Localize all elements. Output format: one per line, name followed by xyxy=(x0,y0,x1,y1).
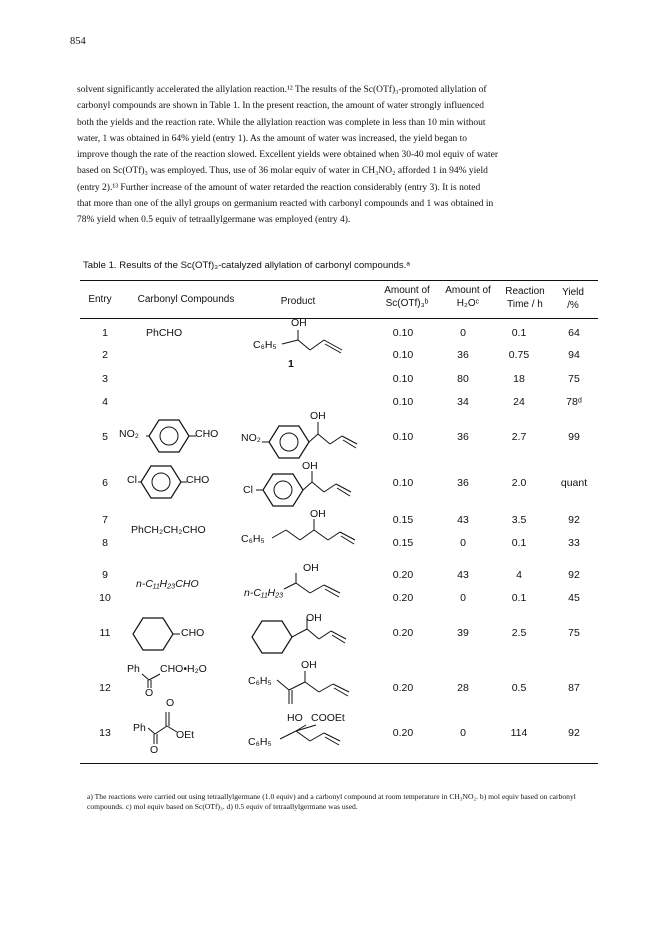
undecyl-label: n-C₁₁H₂₃ xyxy=(244,587,284,599)
yield-cell: 87 xyxy=(568,682,580,694)
entry-cell: 1 xyxy=(102,327,108,339)
body-line: water, 1 was obtained in 64% yield (entry 1). As the amount of water was increased, the yield began to xyxy=(77,133,468,144)
nitrophenyl-product-structure xyxy=(262,418,362,462)
ethoxy-label: OEt xyxy=(176,729,195,741)
table-caption: Table 1. Results of the Sc(OTf)₃-catalyzed allylation of carbonyl compounds.ᵃ xyxy=(83,260,410,271)
body-line: that more than one of the allyl groups on germanium reacted with carbonyl compounds and 1 was obtained in xyxy=(77,199,494,210)
time-cell: 114 xyxy=(510,727,528,739)
water-cell: 80 xyxy=(457,373,469,385)
reactant-hydrocinnamaldehyde: PhCH₂CH₂CHO xyxy=(131,524,206,536)
phenyl-label: Ph xyxy=(127,663,140,675)
time-cell: 0.5 xyxy=(511,682,527,694)
yield-cell: 75 xyxy=(568,373,580,385)
benzene-ring-structure xyxy=(146,416,200,456)
phenyl-label: C₆H₅ xyxy=(248,736,272,748)
compound-number-label: 1 xyxy=(288,358,294,370)
time-cell: 3.5 xyxy=(511,514,527,526)
sc-cell: 0.15 xyxy=(392,514,414,526)
yield-cell: quant xyxy=(560,477,588,489)
water-cell: 28 xyxy=(457,682,469,694)
header-reaction-time: Reaction Time / h xyxy=(505,286,545,310)
oxygen-label: O xyxy=(145,687,154,699)
nitro-label: NO₂ xyxy=(241,432,261,444)
entry-cell: 9 xyxy=(102,569,108,581)
water-cell: 39 xyxy=(457,627,469,639)
header-carbonyl: Carbonyl Compounds xyxy=(137,294,235,305)
sc-cell: 0.10 xyxy=(392,477,414,489)
sc-cell: 0.10 xyxy=(392,373,414,385)
sc-cell: 0.20 xyxy=(392,592,414,604)
reactant-dodecanal: n-C₁₁H₂₃CHO xyxy=(136,578,199,590)
time-cell: 0.75 xyxy=(508,349,530,361)
time-cell: 0.1 xyxy=(511,537,527,549)
ketoester-bond-structure xyxy=(145,708,181,746)
phenyl-label: C₆H₅ xyxy=(248,675,272,687)
water-cell: 36 xyxy=(457,349,469,361)
time-cell: 2.0 xyxy=(511,477,527,489)
time-cell: 2.7 xyxy=(511,431,527,443)
chloro-label: Cl xyxy=(243,484,253,496)
time-cell: 18 xyxy=(513,373,525,385)
yield-cell: 92 xyxy=(568,569,580,581)
table-bottom-rule xyxy=(80,763,598,764)
water-cell: 34 xyxy=(457,396,469,408)
water-cell: 36 xyxy=(457,431,469,443)
aldehyde-label: CHO xyxy=(186,474,210,486)
sc-cell: 0.15 xyxy=(392,537,414,549)
oxygen-label: O xyxy=(166,697,175,709)
cyclohexyl-product-structure xyxy=(249,615,359,659)
hydroxyl-label: OH xyxy=(303,562,319,574)
table-footnote: a) The reactions were carried out using tetraallylgermane (1.0 equiv) and a carbonyl compound at room temperature in CH₃NO₂. b) mol equiv based on carbonyl compounds. c) mol equiv based on Sc(OTf)₃. d) 0.5 equiv of tetraallylgermane was used. xyxy=(87,792,576,811)
hydroxyl-label: OH xyxy=(310,508,326,520)
sc-cell: 0.10 xyxy=(392,327,414,339)
table-top-rule xyxy=(80,280,598,281)
sc-cell: 0.10 xyxy=(392,349,414,361)
entry-cell: 10 xyxy=(99,592,111,604)
entry-cell: 8 xyxy=(102,537,108,549)
undecyl-product-structure xyxy=(282,571,352,601)
header-entry: Entry xyxy=(88,294,112,305)
time-cell: 24 xyxy=(513,396,525,408)
yield-cell: 78ᵈ xyxy=(566,396,582,408)
yield-cell: 33 xyxy=(568,537,580,549)
time-cell: 0.1 xyxy=(511,327,527,339)
phenylpropyl-product-structure xyxy=(270,516,360,546)
body-line: 78% yield when 0.5 equiv of tetraallylgermane was employed (entry 4). xyxy=(77,215,351,226)
oxygen-label: O xyxy=(150,744,159,756)
yield-cell: 92 xyxy=(568,727,580,739)
water-cell: 0 xyxy=(460,327,466,339)
ketone-bond-structure xyxy=(140,672,164,688)
body-line: improve though the rate of the reaction slowed. Excellent yields were obtained when 30-40 mol equiv of water xyxy=(77,150,499,161)
hydroxyl-label: OH xyxy=(291,317,307,329)
hydroxyl-label: OH xyxy=(301,659,317,671)
table-header-rule xyxy=(80,318,598,319)
sc-cell: 0.20 xyxy=(392,727,414,739)
entry-cell: 3 xyxy=(102,373,108,385)
chloro-label: Cl xyxy=(127,474,137,486)
water-cell: 43 xyxy=(457,514,469,526)
cyclohexane-ring-structure xyxy=(130,614,182,654)
entry-cell: 13 xyxy=(99,727,111,739)
yield-cell: 94 xyxy=(568,349,580,361)
aldehyde-label: CHO xyxy=(181,627,205,639)
phenyl-label: C₆H₅ xyxy=(241,533,265,545)
nitro-label: NO₂ xyxy=(119,428,139,440)
sc-cell: 0.10 xyxy=(392,431,414,443)
header-yield: Yield /% xyxy=(562,287,584,311)
entry-cell: 4 xyxy=(102,396,108,408)
ester-label: COOEt xyxy=(311,712,345,724)
water-cell: 0 xyxy=(460,727,466,739)
entry-cell: 12 xyxy=(99,682,111,694)
hydroxyketone-product-structure xyxy=(275,668,360,708)
yield-cell: 45 xyxy=(568,592,580,604)
yield-cell: 92 xyxy=(568,514,580,526)
hydroxyl-label: OH xyxy=(306,612,322,624)
time-cell: 4 xyxy=(516,569,522,581)
phenyl-label: Ph xyxy=(133,722,146,734)
header-product: Product xyxy=(280,296,316,307)
time-cell: 2.5 xyxy=(511,627,527,639)
benzene-ring-structure xyxy=(138,462,188,502)
entry-cell: 6 xyxy=(102,477,108,489)
sc-cell: 0.20 xyxy=(392,569,414,581)
body-line: carbonyl compounds are shown in Table 1. In the present reaction, the amount of water strongly influenced xyxy=(77,101,485,112)
hydroxyl-label: HO xyxy=(287,712,303,724)
body-paragraph xyxy=(77,82,601,229)
header-amount-sc: Amount of Sc(OTf)₃ᵇ xyxy=(384,285,430,309)
reactant-benzaldehyde: PhCHO xyxy=(146,327,183,339)
yield-cell: 99 xyxy=(568,431,580,443)
time-cell: 0.1 xyxy=(511,592,527,604)
entry-cell: 2 xyxy=(102,349,108,361)
phenyl-label: C₆H₅ xyxy=(253,339,277,351)
aldehyde-label: CHO xyxy=(195,428,219,440)
body-line: solvent significantly accelerated the allylation reaction.¹² The results of the Sc(OTf)₃-promoted allylation of xyxy=(77,85,487,95)
homoallyl-alcohol-structure xyxy=(270,328,350,356)
hydroxyl-label: OH xyxy=(302,460,318,472)
glyoxal-hydrate-label: CHO•H₂O xyxy=(160,663,207,675)
sc-cell: 0.20 xyxy=(392,682,414,694)
entry-cell: 7 xyxy=(102,514,108,526)
yield-cell: 75 xyxy=(568,627,580,639)
water-cell: 43 xyxy=(457,569,469,581)
header-amount-water: Amount of H₂Oᶜ xyxy=(445,285,491,309)
water-cell: 36 xyxy=(457,477,469,489)
hydroxyester-product-structure xyxy=(278,723,358,753)
yield-cell: 64 xyxy=(568,327,580,339)
body-line: (entry 2).¹³ Further increase of the amount of water retarded the reaction considerably (entry 3). It is noted xyxy=(77,182,481,193)
sc-cell: 0.10 xyxy=(392,396,414,408)
body-line: based on Sc(OTf)₃ was employed. Thus, use of 36 molar equiv of water in CH₃NO₂ afforded 1 in 94% yield xyxy=(77,166,488,177)
body-line: both the yields and the reaction rate. While the allylation reaction was complete in less than 10 min without xyxy=(77,117,486,128)
water-cell: 0 xyxy=(460,537,466,549)
page-number: 854 xyxy=(70,36,86,47)
hydroxyl-label: OH xyxy=(310,410,326,422)
entry-cell: 11 xyxy=(99,627,111,639)
entry-cell: 5 xyxy=(102,431,108,443)
chlorophenyl-product-structure xyxy=(256,468,356,512)
water-cell: 0 xyxy=(460,592,466,604)
sc-cell: 0.20 xyxy=(392,627,414,639)
